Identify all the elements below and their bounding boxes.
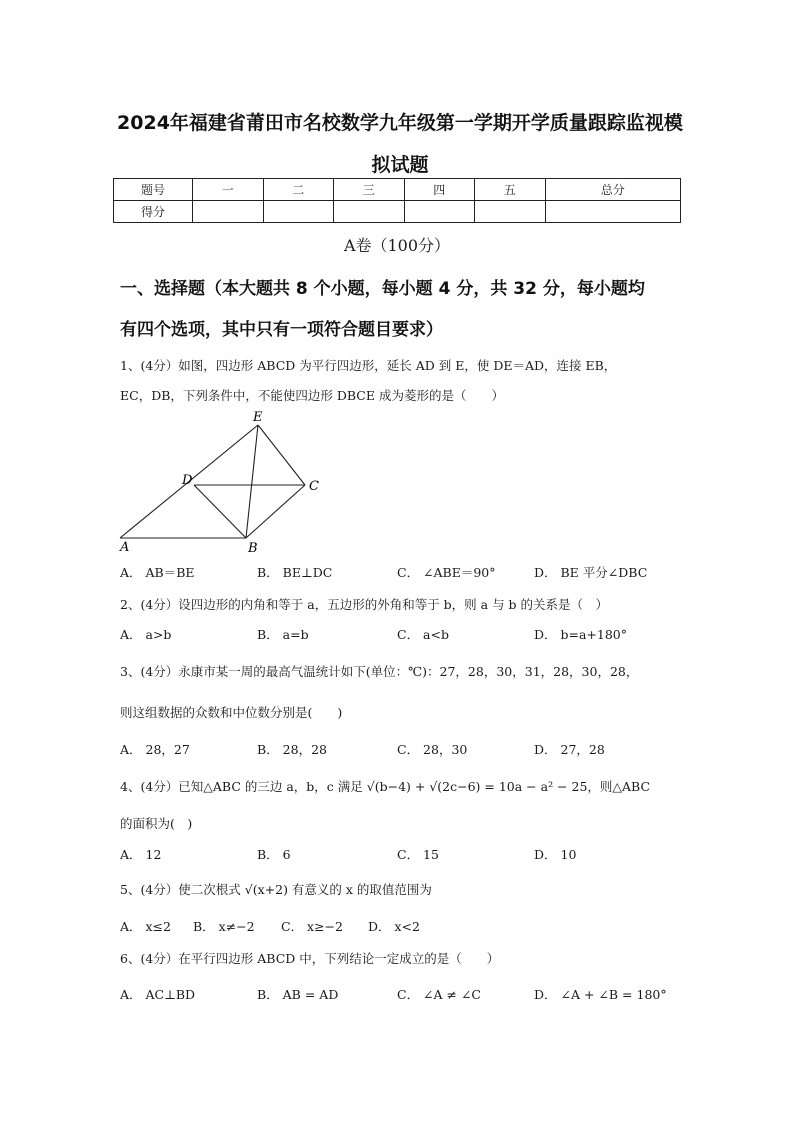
q1-option-c[interactable]: C． ∠ABE＝90° [397, 565, 496, 580]
q3-option-c[interactable]: C． 28，30 [397, 742, 468, 757]
score-cell [404, 201, 475, 223]
q2-option-a[interactable]: A． a>b [120, 627, 172, 642]
q2-option-c[interactable]: C． a<b [397, 627, 449, 642]
score-cell: 一 [193, 179, 264, 201]
q3-option-b[interactable]: B． 28，28 [257, 742, 327, 757]
q4-option-a[interactable]: A． 12 [120, 847, 162, 862]
segment-eb [246, 425, 258, 538]
q2-option-b[interactable]: B． a=b [257, 627, 309, 642]
segment-ec [258, 425, 305, 485]
label-b: B [248, 541, 258, 555]
q1-text-line2: EC，DB，下列条件中，不能使四边形 DBCE 成为菱形的是（ ） [120, 388, 504, 403]
exam-title-line1: 2024年福建省莆田市名校数学九年级第一学期开学质量跟踪监视模 [117, 112, 683, 134]
q4-text-line1: 4、(4分）已知△ABC 的三边 a，b，c 满足 √(b−4) + √(2c−6) = 10a − a² − 25，则△ABC [120, 779, 651, 794]
q6-option-a[interactable]: A． AC⊥BD [120, 987, 196, 1002]
q5-option-d[interactable]: D． x<2 [368, 919, 420, 934]
q4-option-d[interactable]: D． 10 [534, 847, 577, 862]
score-table-header-row [114, 179, 681, 201]
score-cell [545, 201, 681, 223]
q5-option-b[interactable]: B． x≠−2 [193, 919, 255, 934]
q6-option-b[interactable]: B． AB = AD [257, 987, 339, 1002]
score-cell [263, 201, 334, 223]
exam-title-line2: 拟试题 [371, 154, 429, 176]
score-cell: 题号 [114, 179, 193, 201]
segment-db [194, 485, 246, 538]
label-c: C [309, 479, 319, 494]
label-a: A [120, 540, 130, 555]
q5-option-a[interactable]: A． x≤2 [120, 919, 171, 934]
q1-option-b[interactable]: B． BE⊥DC [257, 565, 333, 580]
score-cell [193, 201, 264, 223]
score-table-score-row [114, 201, 681, 223]
q3-option-d[interactable]: D． 27，28 [534, 742, 605, 757]
score-table [113, 178, 681, 223]
label-e: E [253, 410, 263, 425]
score-cell: 四 [404, 179, 475, 201]
segment-bc [246, 485, 305, 538]
q6-option-d[interactable]: D． ∠A + ∠B = 180° [534, 987, 667, 1002]
score-cell: 得分 [114, 201, 193, 223]
q1-option-d[interactable]: D． BE 平分∠DBC [534, 565, 648, 580]
label-d: D [182, 473, 193, 488]
score-cell: 总分 [545, 179, 681, 201]
score-cell [334, 201, 405, 223]
score-cell: 三 [334, 179, 405, 201]
q6-option-c[interactable]: C． ∠A ≠ ∠C [397, 987, 481, 1002]
section-heading-line2: 有四个选项，其中只有一项符合题目要求） [120, 320, 443, 340]
q3-text-line2: 则这组数据的众数和中位数分别是( ) [120, 705, 343, 720]
q5-text-line1: 5、(4分）使二次根式 √(x+2) 有意义的 x 的取值范围为 [120, 882, 432, 897]
q2-text-line1: 2、(4分）设四边形的内角和等于 a，五边形的外角和等于 b，则 a 与 b 的关系是（ ） [120, 597, 609, 612]
q1-text-line1: 1、(4分）如图，四边形 ABCD 为平行四边形，延长 AD 到 E，使 DE＝AD，连接 EB， [120, 358, 617, 373]
q4-option-b[interactable]: B． 6 [257, 847, 291, 862]
q4-text-line2: 的面积为( ) [120, 816, 193, 831]
q4-option-c[interactable]: C． 15 [397, 847, 439, 862]
parallelogram-figure [110, 405, 330, 555]
q6-text-line1: 6、(4分）在平行四边形 ABCD 中，下列结论一定成立的是（ ） [120, 951, 500, 966]
section-heading-line1: 一、选择题（本大题共 8 个小题，每小题 4 分，共 32 分，每小题均 [120, 279, 645, 299]
q1-option-a[interactable]: A． AB＝BE [120, 565, 195, 580]
score-cell: 二 [263, 179, 334, 201]
q5-option-c[interactable]: C． x≥−2 [281, 919, 343, 934]
q3-option-a[interactable]: A． 28，27 [120, 742, 190, 757]
q3-text-line1: 3、(4分）永康市某一周的最高气温统计如下(单位：℃)：27，28，30，31，28，30，28， [120, 664, 639, 679]
score-cell [475, 201, 546, 223]
score-cell: 五 [475, 179, 546, 201]
volume-heading: A卷（100分） [343, 236, 451, 255]
q2-option-d[interactable]: D． b=a+180° [534, 627, 628, 642]
